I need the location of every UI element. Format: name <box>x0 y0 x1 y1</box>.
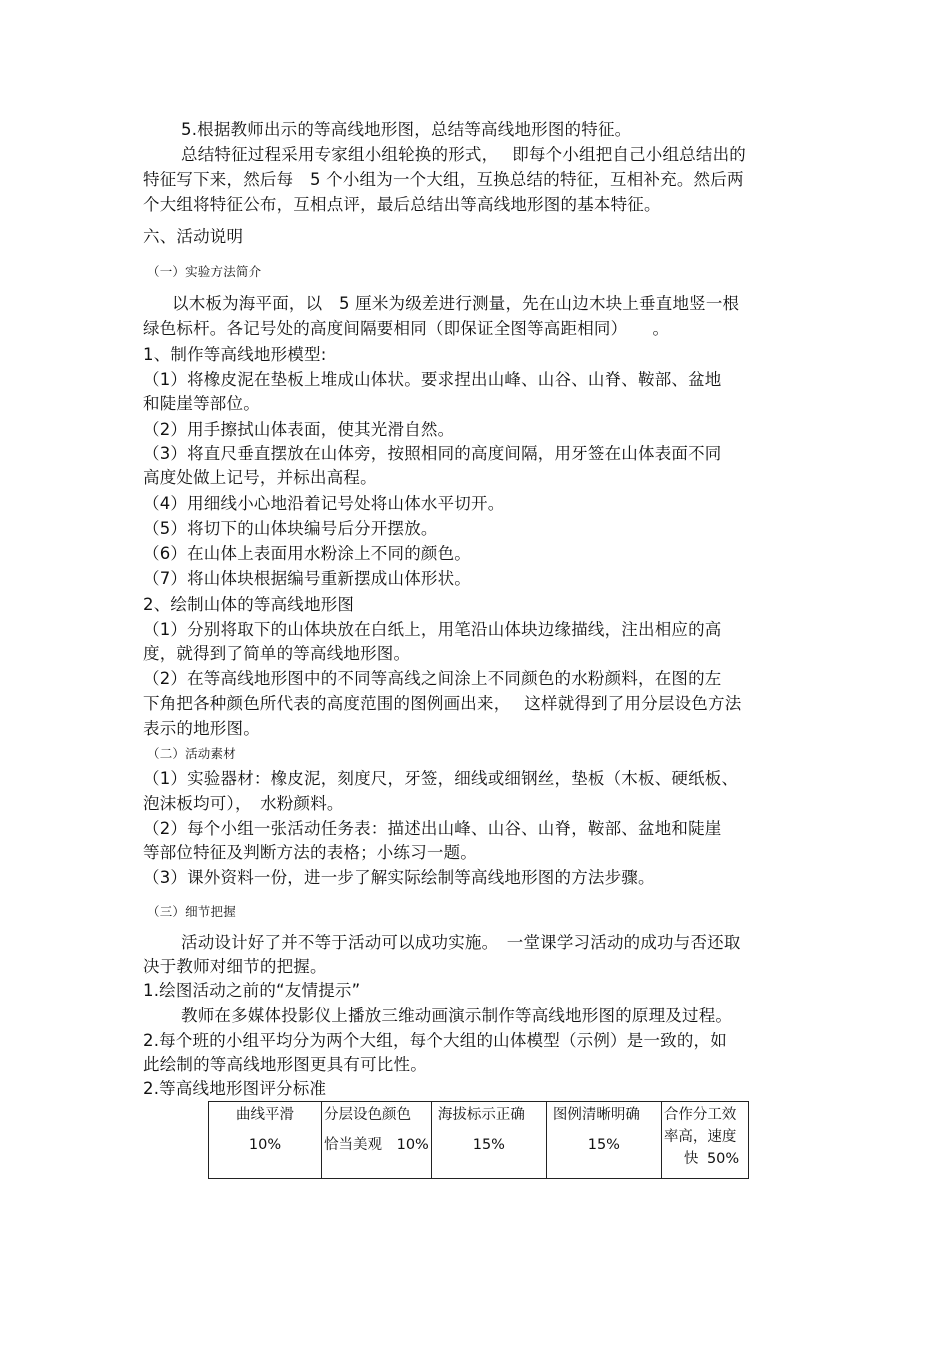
list-item-cont: 高度处做上记号，并标出高程。 <box>143 468 377 487</box>
criterion-weight: 15% <box>472 1137 505 1153</box>
list-item: （5）将切下的山体块编号后分开摆放。 <box>143 519 438 538</box>
criterion-label: 曲线平滑 <box>236 1107 294 1123</box>
subsection-heading: （一）实验方法简介 <box>147 264 262 279</box>
list-item: （4）用细线小心地沿着记号处将山体水平切开。 <box>143 494 505 513</box>
criterion-label: 恰当美观 <box>324 1137 382 1153</box>
criterion-weight: 15% <box>587 1137 620 1153</box>
list-item: （7）将山体块根据编号重新摆成山体形状。 <box>143 569 471 588</box>
criterion-label: 合作分工效 <box>663 1107 737 1123</box>
list-item: （3）课外资料一份，进一步了解实际绘制等高线地形图的方法步骤。 <box>143 868 655 887</box>
list-item: （1）实验器材：橡皮泥，刻度尺，牙签，细线或细钢丝，垫板（木板、硬纸板、 <box>143 769 739 788</box>
criterion-weight: 10% <box>248 1137 282 1153</box>
paragraph-line: 特征写下来，然后每 5 个小组为一个大组，互换总结的特征，互相补充。然后两 <box>143 170 744 189</box>
list-item-cont: 等部位特征及判断方法的表格；小练习一题。 <box>143 843 477 862</box>
list-item-cont: 泡沫板均可）， 水粉颜料。 <box>143 794 344 813</box>
criterion-label: 分层设色颜色 <box>324 1107 411 1123</box>
list-item-cont: 下角把各种颜色所代表的高度范围的图例画出来， 这样就得到了用分层设色方法 <box>143 694 742 713</box>
paragraph-line: 绿色标杆。各记号处的高度间隔要相同（即保证全图等高距相同） 。 <box>143 319 670 338</box>
paragraph-line: 活动设计好了并不等于活动可以成功实施。 一堂课学习活动的成功与否还取 <box>181 933 741 952</box>
list-item: （1）将橡皮泥在垫板上堆成山体状。要求捏出山峰、山谷、山脊、鞍部、盆地 <box>143 370 722 389</box>
criterion-label: 海拔标示正确 <box>437 1107 525 1123</box>
paragraph-line: 5.根据教师出示的等高线地形图，总结等高线地形图的特征。 <box>181 120 632 139</box>
list-item: 2.每个班的小组平均分为两个大组，每个大组的山体模型（示例）是一致的，如 <box>143 1031 727 1050</box>
list-item: （2）用手擦拭山体表面，使其光滑自然。 <box>143 420 455 439</box>
criterion-weight: 10% <box>396 1137 429 1153</box>
paragraph-line: 以木板为海平面，以 5 厘米为级差进行测量，先在山边木块上垂直地竖一根 <box>172 294 740 313</box>
subsection-heading: （三）细节把握 <box>147 904 236 919</box>
section-heading: 六、活动说明 <box>143 227 244 246</box>
table-cell <box>209 1102 322 1179</box>
table-row <box>209 1102 749 1179</box>
paragraph-line: 个大组将特征公布，互相点评，最后总结出等高线地形图的基本特征。 <box>143 195 661 214</box>
list-item: （2）每个小组一张活动任务表：描述出山峰、山谷、山脊，鞍部、盆地和陡崖 <box>143 819 722 838</box>
list-heading: 1.绘图活动之前的“友情提示” <box>143 981 361 1000</box>
table-caption: 2.等高线地形图评分标准 <box>143 1079 327 1098</box>
list-item: （1）分别将取下的山体块放在白纸上，用笔沿山体块边缘描线，注出相应的高 <box>143 620 722 639</box>
list-item-cont: 此绘制的等高线地形图更具有可比性。 <box>143 1055 427 1074</box>
scoring-table <box>208 1101 749 1179</box>
paragraph-line: 总结特征过程采用专家组小组轮换的形式， 即每个小组把自己小组总结出的 <box>181 145 746 164</box>
list-item: （2）在等高线地形图中的不同等高线之间涂上不同颜色的水粉颜料，在图的左 <box>143 669 722 688</box>
list-item-cont: 和陡崖等部位。 <box>143 394 260 413</box>
table-cell <box>546 1102 661 1179</box>
list-item: （6）在山体上表面用水粉涂上不同的颜色。 <box>143 544 471 563</box>
list-heading: 1、制作等高线地形模型: <box>143 345 327 364</box>
criterion-weight: 50% <box>706 1151 740 1167</box>
list-item-cont: 度，就得到了简单的等高线地形图。 <box>143 644 411 663</box>
criterion-label: 快 <box>683 1151 699 1167</box>
list-item: （3）将直尺垂直摆放在山体旁，按照相同的高度间隔，用牙签在山体表面不同 <box>143 444 722 463</box>
list-heading: 2、绘制山体的等高线地形图 <box>143 595 355 614</box>
criterion-label: 图例清晰明确 <box>552 1107 640 1123</box>
criterion-label: 率高，速度 <box>663 1129 737 1145</box>
table-cell <box>322 1102 432 1179</box>
subsection-heading: （二）活动素材 <box>147 746 236 761</box>
table-cell <box>661 1102 748 1179</box>
table-cell <box>431 1102 546 1179</box>
paragraph-line: 决于教师对细节的把握。 <box>143 957 327 976</box>
paragraph-line: 教师在多媒体投影仪上播放三维动画演示制作等高线地形图的原理及过程。 <box>181 1006 733 1025</box>
list-item-cont: 表示的地形图。 <box>143 719 260 738</box>
